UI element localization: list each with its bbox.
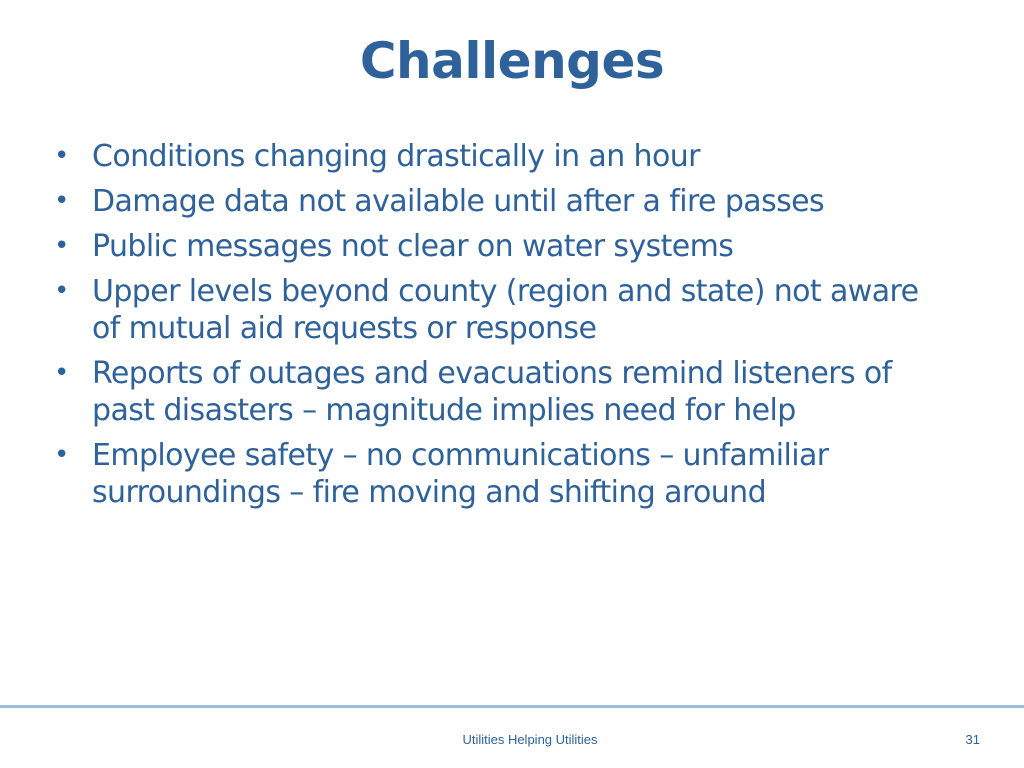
bullet-text: Employee safety – no communications – unfamiliar surroundings – fire moving and shifting around (92, 438, 829, 510)
bullet-icon: • (54, 186, 69, 216)
bullet-text: Public messages not clear on water systems (92, 229, 734, 264)
footer-divider (0, 705, 1024, 708)
bullet-icon: • (54, 276, 69, 306)
list-item (52, 437, 932, 511)
footer-text: Utilities Helping Utilities (462, 732, 598, 747)
list-item (52, 273, 932, 347)
bullet-text: Upper levels beyond county (region and state) not aware of mutual aid requests or response (92, 274, 919, 346)
bullet-icon: • (54, 358, 69, 388)
list-item (52, 355, 932, 429)
bullet-icon: • (54, 231, 69, 261)
list-item (52, 183, 932, 220)
list-item (52, 138, 932, 175)
bullet-text: Damage data not available until after a fire passes (92, 184, 825, 219)
slide-title: Challenges (359, 32, 665, 90)
page-number: 31 (965, 732, 980, 747)
bullet-icon: • (54, 440, 69, 470)
bullet-text: Reports of outages and evacuations remind listeners of past disasters – magnitude implies need for help (92, 356, 892, 428)
bullet-text: Conditions changing drastically in an hour (92, 139, 700, 174)
list-item (52, 228, 932, 265)
bullet-list (52, 138, 932, 519)
bullet-icon: • (54, 141, 69, 171)
